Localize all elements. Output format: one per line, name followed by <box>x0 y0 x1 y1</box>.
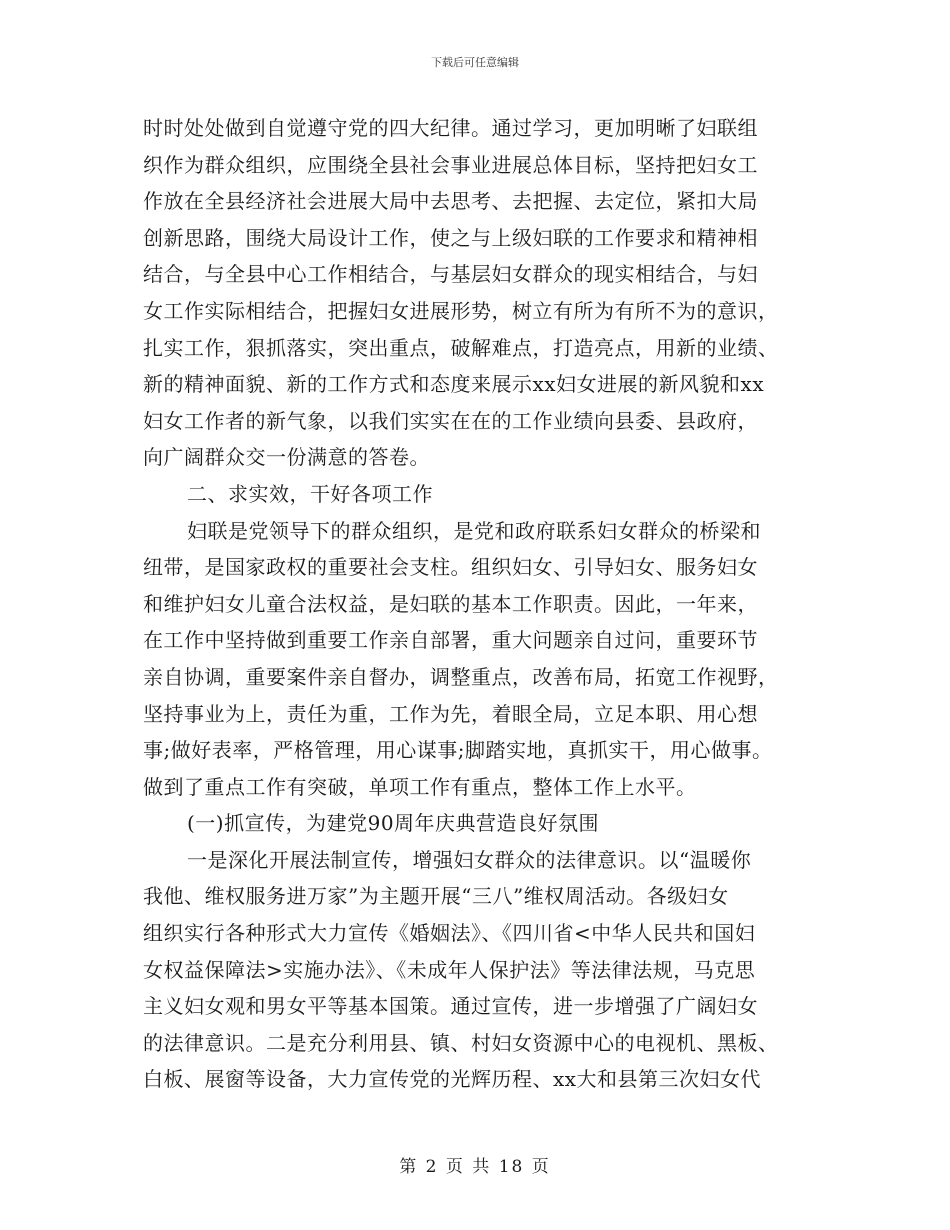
text-line: 作放在全县经济社会进展大局中去思考、去把握、去定位，紧扣大局 <box>143 189 758 214</box>
text-line: 和维护妇女儿童合法权益，是妇联的基本工作职责。因此，一年来， <box>143 591 758 616</box>
text-line: 主义妇女观和男女平等基本国策。通过宣传，进一步增强了广阔妇女 <box>143 994 758 1019</box>
text-line: 一是深化开展法制宣传，增强妇女群众的法律意识。以“温暖你 <box>187 847 752 872</box>
text-line: 在工作中坚持做到重要工作亲自部署，重大问题亲自过问，重要环节 <box>143 628 758 653</box>
subsection-heading: (一)抓宣传，为建党90周年庆典营造良好氛围 <box>187 811 600 836</box>
text-line: 做到了重点工作有突破，单项工作有重点，整体工作上水平。 <box>143 774 697 799</box>
text-line: 妇联是党领导下的群众组织，是党和政府联系妇女群众的桥梁和 <box>187 518 761 543</box>
text-line: 女权益保障法>实施办法》、《未成年人保护法》等法律法规，马克思 <box>143 957 756 982</box>
text-line: 的法律意识。二是充分利用县、镇、村妇女资源中心的电视机、黑板、 <box>143 1030 779 1055</box>
text-line: 新的精神面貌、新的工作方式和态度来展示xx妇女进展的新风貌和xx <box>143 372 765 397</box>
text-line: 坚持事业为上，责任为重，工作为先，着眼全局，立足本职、用心想 <box>143 701 758 726</box>
header-note: 下载后可任意编辑 <box>431 56 519 69</box>
page-number: 第 2 页 共 18 页 <box>399 1157 551 1177</box>
text-line: 我他、维权服务进万家”为主题开展“三八”维权周活动。各级妇女 <box>143 884 729 909</box>
section-heading: 二、求实效，干好各项工作 <box>187 481 433 506</box>
text-line: 扎实工作，狠抓落实，突出重点，破解难点，打造亮点，用新的业绩、 <box>143 335 779 360</box>
text-line: 白板、展窗等设备，大力宣传党的光辉历程、xx大和县第三次妇女代 <box>143 1067 762 1092</box>
text-line: 纽带，是国家政权的重要社会支柱。组织妇女、引导妇女、服务妇女 <box>143 555 758 580</box>
text-line: 妇女工作者的新气象，以我们实实在在的工作业绩向县委、县政府， <box>143 408 758 433</box>
text-line: 创新思路，围绕大局设计工作，使之与上级妇联的工作要求和精神相 <box>143 225 758 250</box>
text-line: 女工作实际相结合，把握妇女进展形势，树立有所为有所不为的意识， <box>143 298 779 323</box>
text-line: 时时处处做到自觉遵守党的四大纪律。通过学习，更加明晰了妇联组 <box>143 116 758 140</box>
text-line: 亲自协调，重要案件亲自督办，调整重点，改善布局，拓宽工作视野， <box>143 664 779 689</box>
text-line: 结合，与全县中心工作相结合，与基层妇女群众的现实相结合，与妇 <box>143 262 758 287</box>
text-line: 织作为群众组织，应围绕全县社会事业进展总体目标，坚持把妇女工 <box>143 152 758 177</box>
text-line: 事;做好表率，严格管理，用心谋事;脚踏实地，真抓实干，用心做事。 <box>143 738 773 763</box>
text-line: 向广阔群众交一份满意的答卷。 <box>143 445 430 470</box>
text-line: 组织实行各种形式大力宣传《婚姻法》、《四川省<中华人民共和国妇 <box>143 921 756 946</box>
body-text <box>143 110 805 1098</box>
